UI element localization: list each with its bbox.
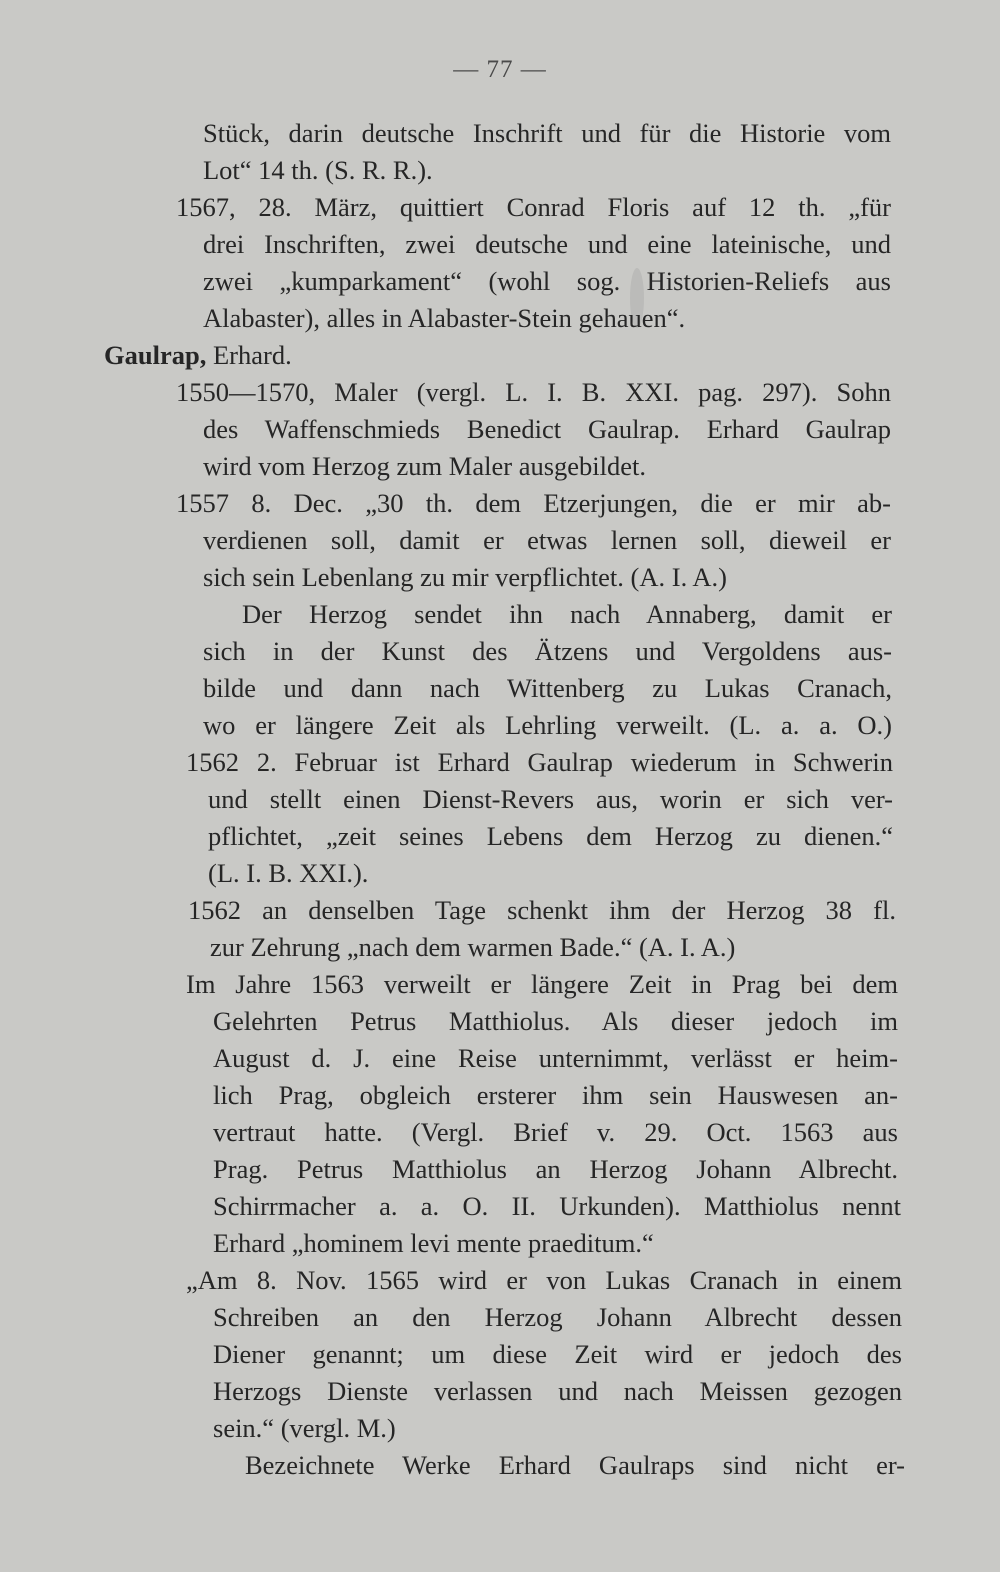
text-line: Der Herzog sendet ihn nach Annaberg, damit er bbox=[242, 599, 892, 629]
text-line: Alabaster), alles in Alabaster-Stein gehauen“. bbox=[203, 303, 686, 333]
text-line: 1562 2. Februar ist Erhard Gaulrap wiederum in Schwerin bbox=[186, 747, 893, 777]
text-line: Schirrmacher a. a. O. II. Urkunden). Matthiolus nennt bbox=[213, 1191, 901, 1221]
text-line: zur Zehrung „nach dem warmen Bade.“ (A. I. A.) bbox=[210, 932, 736, 962]
text-line: Diener genannt; um diese Zeit wird er jedoch des bbox=[213, 1339, 902, 1369]
text-line: des Waffenschmieds Benedict Gaulrap. Erhard Gaulrap bbox=[203, 414, 891, 444]
text-line: bilde und dann nach Wittenberg zu Lukas Cranach, bbox=[203, 673, 892, 703]
text-line: 1567, 28. März, quittiert Conrad Floris auf 12 th. „für bbox=[176, 192, 891, 222]
text-line: (L. I. B. XXI.). bbox=[208, 858, 369, 888]
text-line: Stück, darin deutsche Inschrift und für die Historie vom bbox=[203, 118, 891, 148]
text-line: August d. J. eine Reise unternimmt, verlässt er heim- bbox=[213, 1043, 898, 1073]
text-line: Schreiben an den Herzog Johann Albrecht dessen bbox=[213, 1302, 902, 1332]
text-line: lich Prag, obgleich ersterer ihm sein Hauswesen an- bbox=[213, 1080, 898, 1110]
text-line: Herzogs Dienste verlassen und nach Meissen gezogen bbox=[213, 1376, 902, 1406]
text-line: 1557 8. Dec. „30 th. dem Etzerjungen, die er mir ab- bbox=[176, 488, 891, 518]
text-line: wird vom Herzog zum Maler ausgebildet. bbox=[203, 451, 647, 481]
text-line: pflichtet, „zeit seines Lebens dem Herzog zu dienen.“ bbox=[208, 821, 893, 851]
text-line: „Am 8. Nov. 1565 wird er von Lukas Cranach in einem bbox=[186, 1265, 902, 1295]
text-line: verdienen soll, damit er etwas lernen soll, dieweil er bbox=[203, 525, 891, 555]
text-line: Bezeichnete Werke Erhard Gaulraps sind nicht er- bbox=[245, 1450, 905, 1480]
text-line: vertraut hatte. (Vergl. Brief v. 29. Oct. 1563 aus bbox=[213, 1117, 898, 1147]
text-line: Erhard „hominem levi mente praeditum.“ bbox=[213, 1228, 654, 1258]
text-line: sich in der Kunst des Ätzens und Vergoldens aus- bbox=[203, 636, 892, 666]
text-line: Gelehrten Petrus Matthiolus. Als dieser jedoch im bbox=[213, 1006, 898, 1036]
page-number: — 77 — bbox=[453, 56, 547, 83]
text-line: drei Inschriften, zwei deutsche und eine lateinische, und bbox=[203, 229, 891, 259]
text-line: Lot“ 14 th. (S. R. R.). bbox=[203, 155, 433, 185]
text-line: sich sein Lebenlang zu mir verpflichtet. (A. I. A.) bbox=[203, 562, 727, 592]
text-line: zwei „kumparkament“ (wohl sog. Historien-Reliefs aus bbox=[203, 266, 891, 296]
artist-surname: Gaulrap, bbox=[104, 340, 207, 370]
text-line: Im Jahre 1563 verweilt er längere Zeit in Prag bei dem bbox=[186, 969, 898, 999]
entry-heading bbox=[104, 338, 292, 372]
text-line: Prag. Petrus Matthiolus an Herzog Johann Albrecht. bbox=[213, 1154, 898, 1184]
text-line: wo er längere Zeit als Lehrling verweilt. (L. a. a. O.) bbox=[203, 710, 892, 740]
text-line: sein.“ (vergl. M.) bbox=[213, 1413, 396, 1443]
artist-given-name: Erhard. bbox=[212, 340, 292, 370]
text-line: 1562 an denselben Tage schenkt ihm der Herzog 38 fl. bbox=[188, 895, 896, 925]
text-line: 1550—1570, Maler (vergl. L. I. B. XXI. pag. 297). Sohn bbox=[176, 377, 891, 407]
text-line: und stellt einen Dienst-Revers aus, worin er sich ver- bbox=[208, 784, 893, 814]
